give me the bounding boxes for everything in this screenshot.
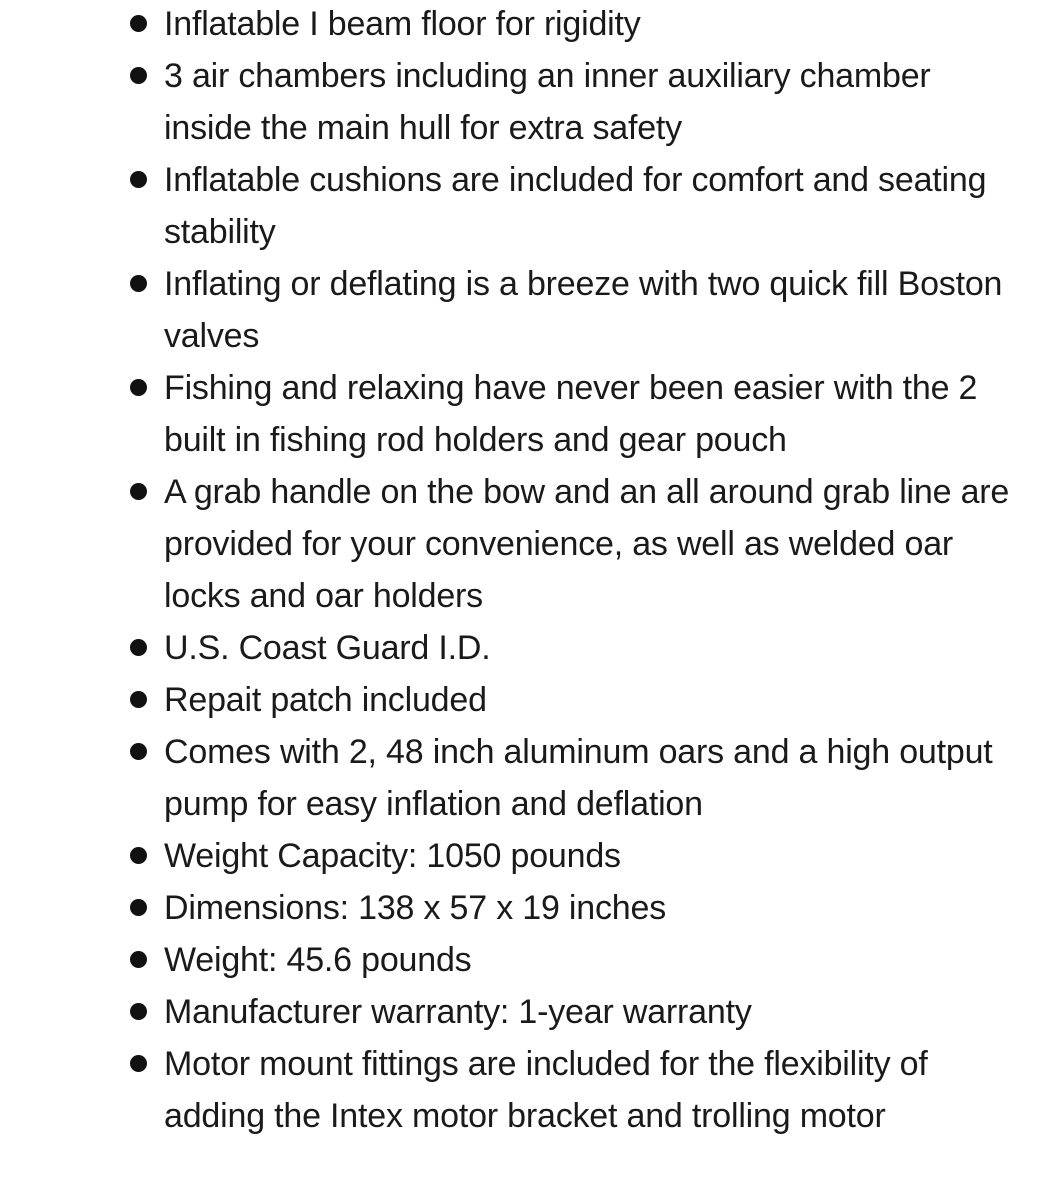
bullet-icon — [130, 171, 147, 188]
list-item — [0, 258, 1054, 362]
bullet-icon — [130, 743, 147, 760]
feature-text: U.S. Coast Guard I.D. — [164, 629, 491, 667]
list-item — [0, 882, 1054, 934]
list-item — [0, 622, 1054, 674]
bullet-icon — [130, 483, 147, 500]
bullet-icon — [130, 951, 147, 968]
list-item — [0, 362, 1054, 466]
bullet-icon — [130, 15, 147, 32]
bullet-icon — [130, 639, 147, 656]
list-item — [0, 986, 1054, 1038]
bullet-icon — [130, 899, 147, 916]
bullet-icon — [130, 275, 147, 292]
feature-text: Inflatable cushions are included for comfort and seating stability — [164, 161, 987, 251]
list-item — [0, 50, 1054, 154]
bullet-icon — [130, 1055, 147, 1072]
list-item — [0, 1038, 1054, 1142]
feature-text: Motor mount fittings are included for the flexibility of adding the Intex motor bracket and trolling motor — [164, 1045, 928, 1135]
list-item — [0, 674, 1054, 726]
feature-text: Weight Capacity: 1050 pounds — [164, 837, 621, 875]
feature-text: Dimensions: 138 x 57 x 19 inches — [164, 889, 666, 927]
bullet-icon — [130, 1003, 147, 1020]
bullet-icon — [130, 691, 147, 708]
feature-text: Fishing and relaxing have never been easier with the 2 built in fishing rod holders and gear pouch — [164, 369, 978, 459]
list-item — [0, 934, 1054, 986]
list-item — [0, 466, 1054, 622]
list-item — [0, 726, 1054, 830]
feature-text: 3 air chambers including an inner auxiliary chamber inside the main hull for extra safety — [164, 57, 931, 147]
bullet-icon — [130, 847, 147, 864]
feature-text: Comes with 2, 48 inch aluminum oars and a high output pump for easy inflation and deflation — [164, 733, 993, 823]
feature-text: Inflating or deflating is a breeze with two quick fill Boston valves — [164, 265, 1003, 355]
feature-text: Manufacturer warranty: 1-year warranty — [164, 993, 752, 1031]
list-item — [0, 0, 1054, 50]
bullet-icon — [130, 67, 147, 84]
list-item — [0, 154, 1054, 258]
feature-text: A grab handle on the bow and an all around grab line are provided for your convenience, as well as welded oar locks and oar holders — [164, 473, 1010, 615]
bullet-icon — [130, 379, 147, 396]
feature-text: Repait patch included — [164, 681, 487, 719]
feature-text: Weight: 45.6 pounds — [164, 941, 472, 979]
feature-text: Inflatable I beam floor for rigidity — [164, 5, 641, 43]
list-item — [0, 830, 1054, 882]
